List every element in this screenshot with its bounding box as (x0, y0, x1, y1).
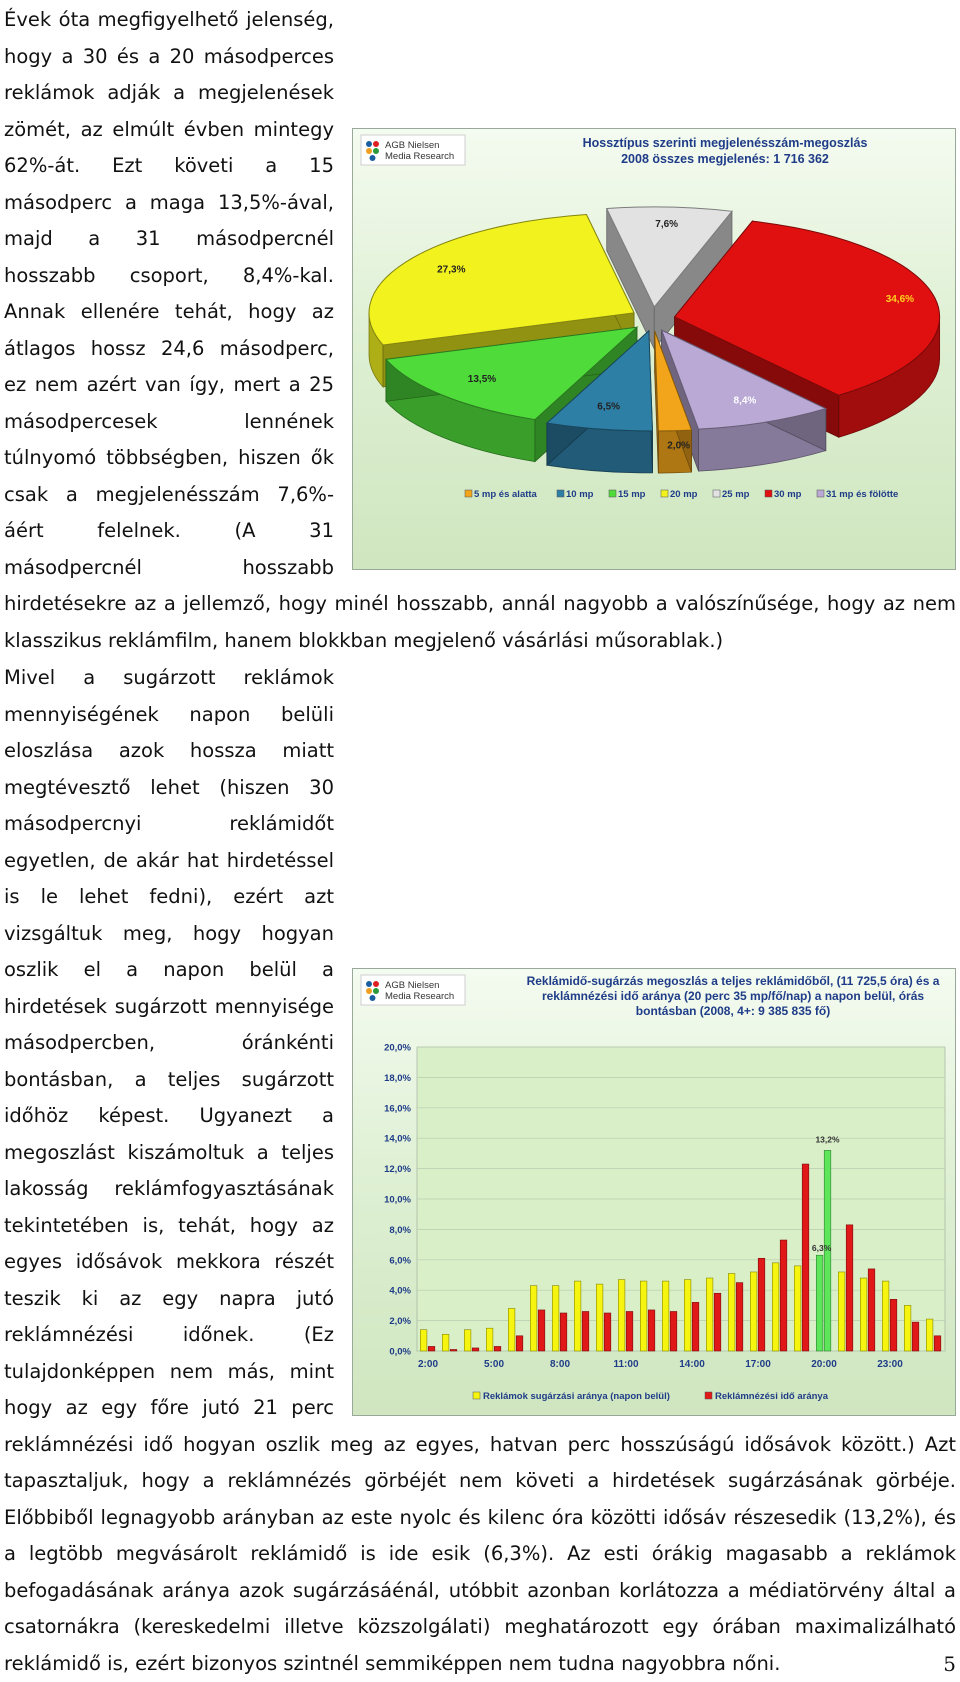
bar-viewing-1700 (758, 1258, 765, 1351)
bar-viewing-400 (472, 1348, 479, 1351)
pie-label-4: 27,3% (437, 264, 466, 276)
pie-slices (369, 207, 940, 473)
bar-broadcast-2100 (838, 1272, 845, 1351)
bar-legend-entry-1: Reklámok sugárzási aránya (napon belül) (483, 1391, 670, 1402)
bar-broadcast-100 (926, 1319, 933, 1351)
bar-broadcast-1800 (772, 1263, 779, 1351)
bar-y-tick-label: 10,0% (384, 1194, 411, 1206)
bar-x-tick-label: 11:00 (613, 1359, 639, 1370)
pie-label-3: 13,5% (467, 373, 497, 385)
pie-legend-swatch (609, 490, 616, 497)
logo-line-2: Media Research (385, 151, 455, 162)
bar-x-tick-label: 20:00 (811, 1359, 837, 1370)
logo-mark-dot (366, 141, 372, 147)
logo-mark-dot (373, 988, 379, 994)
logo-mark-dot (366, 988, 372, 994)
pie-legend-entry-4: 20 mp (670, 489, 698, 500)
pie-label-6: 34,6% (885, 293, 915, 305)
bar-data-label: 6,3% (811, 1243, 832, 1254)
pie-subtitle: 2008 összes megjelenés: 1 716 362 (621, 152, 829, 166)
pie-legend-entry-3: 15 mp (618, 489, 646, 500)
bar-broadcast-300 (442, 1334, 449, 1351)
bar-viewing-500 (494, 1346, 501, 1351)
bar-broadcast-1200 (640, 1281, 647, 1351)
page-number: 5 (943, 1652, 956, 1676)
bar-x-tick-label: 2:00 (417, 1359, 439, 1370)
bar-data-label: 13,2% (815, 1134, 840, 1145)
bar-legend-entry-2: Reklámnézési idő aránya (715, 1391, 828, 1402)
logo-mark-dot (373, 981, 379, 987)
bar-viewing-1100 (626, 1311, 633, 1351)
bar-viewing-900 (582, 1311, 589, 1351)
bar-viewing-1500 (714, 1293, 721, 1351)
paragraph-1 (4, 2, 956, 659)
logo-mark-dot (366, 148, 372, 154)
bar-y-tick-label: 4,0% (389, 1285, 411, 1297)
bar-x-tick-label: 14:00 (679, 1359, 705, 1370)
bar-viewing-1000 (604, 1313, 611, 1351)
bar-y-tick-label: 12,0% (384, 1164, 411, 1176)
logo-line-1: AGB Nielsen (385, 140, 440, 151)
logo-mark-dot (373, 148, 379, 154)
pie-legend-swatch (817, 490, 824, 497)
bar-y-ticks (384, 1043, 411, 1358)
bar-broadcast-1700 (750, 1272, 757, 1351)
pie-label-7: 8,4% (733, 395, 757, 407)
bar-legend (473, 1391, 829, 1402)
bar-broadcast-1100 (618, 1280, 625, 1351)
pie-chart (352, 128, 956, 570)
paragraph-1-text: Évek óta megfigyelhető jelenség, hogy a 30 és a 20 másodperces reklámok adják a megjelenések zömét, az elmúlt évben mintegy 62%-át. Ezt követi a 15 másodperc a maga 13,5%-ával, majd a 31 másodpercnél hosszabb csoport, 8,4%-kal. Annak ellenére tehát, hogy az átlagos hossz 24,6 másodperc, ez nem azért van így, mert a 25 másodpercesek lennének túlnyomó többségben, hiszen ők csak a megjelenésszám 7,6%-áért felelnek. (A 31 másodpercnél hosszabb hirdetésekre az a jellemző, hogy minél hosszabb, annál nagyobb a valószínűsége, hogy az nem klasszikus reklámfilm, hanem blokkban megjelenő vásárlási műsorablak.) (4, 8, 956, 652)
bar-y-tick-label: 14,0% (384, 1133, 411, 1145)
bar-broadcast-500 (486, 1328, 493, 1351)
bar-title-line-2: reklámnézési idő aránya (20 perc 35 mp/fő/nap) a napon belül, órás (541, 989, 925, 1003)
bar-x-tick-label: 17:00 (745, 1359, 771, 1370)
agb-logo (361, 135, 465, 165)
bar-x-ticks (418, 1359, 903, 1370)
bar-broadcast-2300 (882, 1281, 889, 1351)
bar-viewing-1200 (648, 1310, 655, 1351)
bar-chart (352, 968, 956, 1416)
bar-x-tick-label: 5:00 (483, 1359, 505, 1370)
logo-line-1: AGB Nielsen (385, 980, 440, 991)
bar-viewing-700 (538, 1310, 545, 1351)
bar-viewing-200 (428, 1346, 435, 1351)
bar-y-tick-label: 20,0% (384, 1042, 411, 1054)
pie-label-2: 6,5% (597, 401, 621, 413)
bar-viewing-000 (912, 1322, 919, 1351)
pie-legend-entry-6: 30 mp (774, 489, 802, 500)
bar-y-tick-label: 18,0% (384, 1072, 411, 1084)
bar-broadcast-1300 (662, 1281, 669, 1351)
pie-legend-swatch (765, 490, 772, 497)
pie-legend-swatch (661, 490, 668, 497)
bar-broadcast-2200 (860, 1278, 867, 1351)
pie-legend-swatch (465, 490, 472, 497)
bar-broadcast-800 (552, 1286, 559, 1351)
logo-line-2: Media Research (385, 991, 455, 1002)
pie-legend (465, 489, 898, 500)
bar-chart-svg (353, 969, 955, 1415)
pie-legend-entry-2: 10 mp (566, 489, 594, 500)
bar-viewing-600 (516, 1336, 523, 1351)
bar-viewing-300 (450, 1349, 457, 1351)
bar-broadcast-1000 (596, 1284, 603, 1351)
pie-label-5: 7,6% (655, 219, 679, 231)
logo-mark-dot (370, 995, 376, 1001)
bar-broadcast-1400 (684, 1280, 691, 1351)
bar-broadcast-1900 (794, 1266, 801, 1351)
bar-broadcast-2000 (816, 1255, 823, 1351)
pie-legend-swatch (557, 490, 564, 497)
bar-viewing-2100 (846, 1225, 853, 1351)
bar-y-tick-label: 16,0% (384, 1103, 411, 1115)
bar-x-tick-label: 23:00 (877, 1359, 903, 1370)
bar-y-tick-label: 6,0% (389, 1255, 411, 1267)
pie-legend-entry-5: 25 mp (722, 489, 750, 500)
bar-y-tick-label: 2,0% (389, 1316, 411, 1328)
agb-logo (361, 975, 465, 1005)
bar-broadcast-400 (464, 1330, 471, 1351)
bar-viewing-1300 (670, 1311, 677, 1351)
bar-title-line-1: Reklámidő-sugárzás megoszlás a teljes reklámidőből, (11 725,5 óra) és a (526, 974, 940, 988)
logo-mark-dot (373, 141, 379, 147)
bar-viewing-1600 (736, 1283, 743, 1351)
logo-mark-dot (370, 155, 376, 161)
bar-broadcast-900 (574, 1281, 581, 1351)
paragraph-2 (4, 660, 956, 1682)
bar-legend-swatch (473, 1392, 480, 1399)
bar-y-tick-label: 8,0% (389, 1224, 411, 1236)
bar-x-tick-label: 8:00 (549, 1359, 571, 1370)
bar-viewing-1400 (692, 1302, 699, 1351)
bar-broadcast-1500 (706, 1278, 713, 1351)
bar-broadcast-700 (530, 1286, 537, 1351)
bar-viewing-1800 (780, 1240, 787, 1351)
pie-title: Hossztípus szerinti megjelenésszám-megoszlás (582, 136, 868, 150)
pie-legend-entry-7: 31 mp és fölötte (826, 489, 899, 500)
pie-legend-entry-1: 5 mp és alatta (474, 489, 537, 500)
pie-chart-svg (353, 129, 955, 569)
bar-legend-swatch (705, 1392, 712, 1399)
bar-title-line-3: bontásban (2008, 4+: 9 385 835 fő) (635, 1004, 831, 1018)
logo-mark-dot (366, 981, 372, 987)
bar-viewing-800 (560, 1313, 567, 1351)
paragraph-2-text: Mivel a sugárzott reklámok mennyiségének napon belüli eloszlása azok hossza miatt megtévesztő lehet (hiszen 30 másodpercnyi reklámidőt egyetlen, de akár hat hirdetéssel is le lehet fedni), ezért azt vizsgáltuk meg, hogy hogyan oszlik el a napon belül a hirdetések sugárzott mennyisége másodpercben, óránkénti bontásban, a teljes sugárzott időhöz képest. Ugyanezt a megoszlást kiszámoltuk a teljes lakosság reklámfogyasztásának tekintetében is, tehát, hogy az egyes idősávok mekkora részét teszik ki az egy napra jutó reklámnézési időnek. (Ez tulajdonképpen nem más, mint hogy az egy főre jutó 21 perc reklámnézési idő hogyan oszlik meg az egyes, hatvan perc hosszúságú idősávok között.) Azt tapasztaljuk, hogy a reklámnézés görbéjét nem követi a hirdetések sugárzásának görbéje. Előbbiből legnagyobb arányban az este nyolc és kilenc óra közötti idősáv részesedik (13,2%), és a legtöbb megvásárolt reklámidő is ide esik (6,3%). Az esti órákig magasabb a reklámok befogadásának aránya azok sugárzásáénál, utóbbit azonban korlátozza a médiatörvény által a csatornákra (kereskedelmi illetve közszolgálati) meghatározott egy órában maximalizálható reklámidő is, ezért bizonyos szintnél semmiképpen nem tudna nagyobbra nőni. (4, 666, 956, 1675)
bar-broadcast-1600 (728, 1273, 735, 1351)
bar-broadcast-600 (508, 1308, 515, 1351)
bar-viewing-100 (934, 1336, 941, 1351)
bar-viewing-2300 (890, 1299, 897, 1351)
pie-label-1: 2,0% (667, 440, 691, 452)
bar-y-tick-label: 0,0% (389, 1346, 411, 1358)
pie-legend-swatch (713, 490, 720, 497)
bar-broadcast-200 (420, 1330, 427, 1351)
bar-broadcast-000 (904, 1305, 911, 1351)
bar-viewing-1900 (802, 1164, 809, 1351)
bar-viewing-2200 (868, 1269, 875, 1351)
